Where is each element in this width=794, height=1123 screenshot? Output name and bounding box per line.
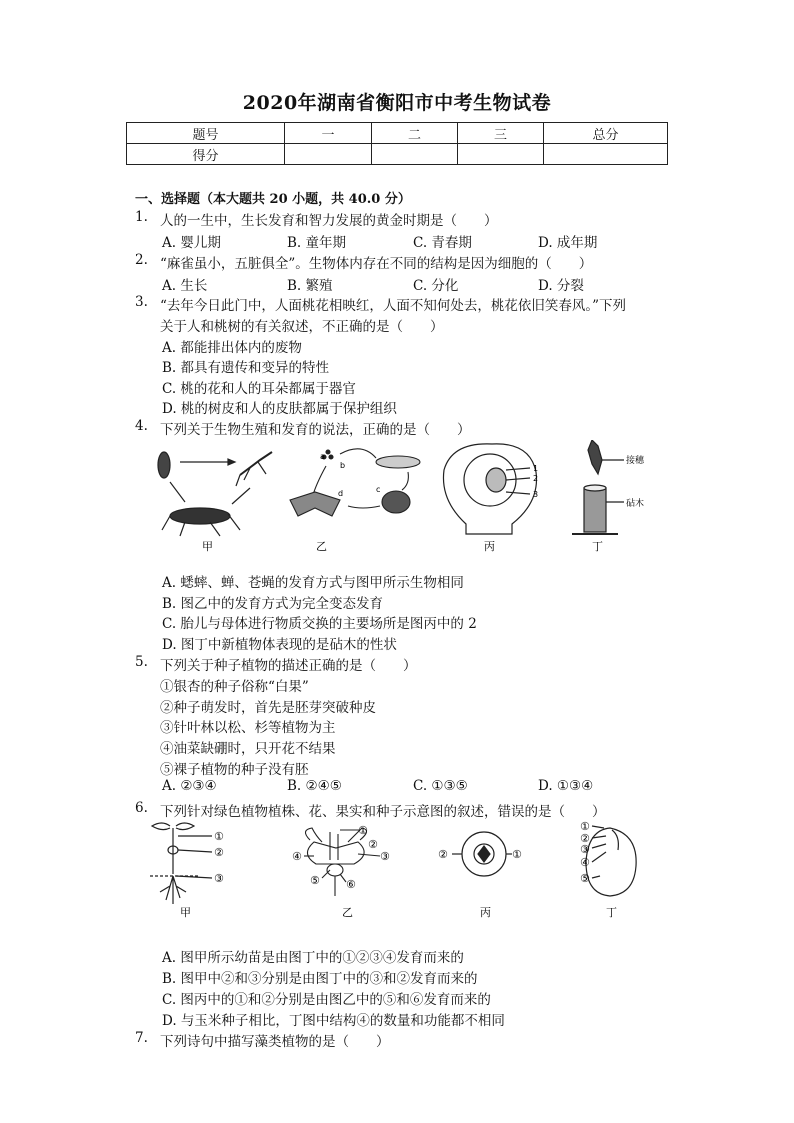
fig-num-1: ① <box>214 830 224 843</box>
fig-num-1: ① <box>512 848 522 861</box>
question-number: 6. <box>135 800 148 816</box>
question-stem: 下列针对绿色植物植株、花、果实和种子示意图的叙述，错误的是（ ） <box>160 804 606 820</box>
fig-text-scion: 接穗 <box>626 456 645 466</box>
fig-num-5: ⑤ <box>580 872 590 885</box>
fig-label-yi: 乙 <box>316 540 327 553</box>
q4-figure <box>140 440 660 555</box>
table-row <box>127 123 668 144</box>
question-number: 1. <box>135 209 148 225</box>
fig-num-2: 2 <box>533 474 539 483</box>
table-cell <box>372 144 458 165</box>
option-d: D. 图丁中新植物体表现的是砧木的性状 <box>162 637 397 653</box>
table-cell: 二 <box>372 123 458 144</box>
figure-jia <box>150 823 212 904</box>
figure-ding <box>586 826 636 896</box>
fig-num-1: 1 <box>533 464 539 473</box>
fig-num-3: ③ <box>380 850 390 863</box>
question-number: 2. <box>135 252 148 268</box>
statement-item: ①银杏的种子俗称“白果” <box>160 679 309 695</box>
fig-num-2: ② <box>368 838 378 851</box>
question-number: 7. <box>135 1030 148 1046</box>
question-stem: “去年今日此门中，人面桃花相映红，人面不知何处去，桃花依旧笑春风。”下列 <box>160 298 627 314</box>
option-a: A. 都能排出体内的废物 <box>162 340 302 356</box>
figure-jia <box>158 452 272 536</box>
fig-label-ding: 丁 <box>606 906 617 919</box>
option-d: D. ①③④ <box>538 778 594 794</box>
option-a: A. 生长 <box>162 278 208 294</box>
question-stem: 下列关于生物生殖和发育的说法，正确的是（ ） <box>160 422 471 438</box>
fig-label-jia: 甲 <box>202 540 213 553</box>
fig-num-1: ① <box>358 824 368 837</box>
option-c: C. 青春期 <box>413 235 472 251</box>
fig-num-3: ③ <box>580 843 590 856</box>
fig-num-6: ⑥ <box>346 878 356 891</box>
question-stem: “麻雀虽小，五脏俱全”。生物体内存在不同的结构是因为细胞的（ ） <box>160 256 593 272</box>
fig-label-yi: 乙 <box>342 906 353 919</box>
table-row <box>127 144 668 165</box>
question-number: 4. <box>135 418 148 434</box>
table-cell <box>544 144 668 165</box>
option-d: D. 与玉米种子相比，丁图中结构④的数量和功能都不相同 <box>162 1013 505 1029</box>
figure-bing <box>443 444 539 534</box>
score-table <box>126 122 668 165</box>
fig-text-a: a <box>320 452 325 461</box>
figure-yi <box>290 449 420 516</box>
fig-text-b: b <box>340 461 346 470</box>
option-d: D. 分裂 <box>538 278 584 294</box>
statement-item: ⑤裸子植物的种子没有胚 <box>160 762 309 778</box>
statement-item: ②种子萌发时，首先是胚芽突破种皮 <box>160 700 376 716</box>
option-a: A. ②③④ <box>162 778 217 794</box>
option-c: C. 图丙中的①和②分别是由图乙中的⑤和⑥发育而来的 <box>162 992 491 1008</box>
option-b: B. 都具有遗传和变异的特性 <box>162 360 330 376</box>
fig-num-4: ④ <box>292 850 302 863</box>
question-stem-cont: 关于人和桃树的有关叙述，不正确的是（ ） <box>160 319 444 335</box>
option-b: B. 图乙中的发育方式为完全变态发育 <box>162 596 384 612</box>
fig-text-d: d <box>338 489 344 498</box>
option-d: D. 成年期 <box>538 235 598 251</box>
fig-text-stock: 砧木 <box>626 499 645 509</box>
fig-text-c: c <box>376 485 381 494</box>
figure-ding <box>572 440 624 534</box>
question-stem: 下列关于种子植物的描述正确的是（ ） <box>160 658 417 674</box>
option-a: A. 婴儿期 <box>162 235 221 251</box>
fig-num-2: ② <box>438 848 448 861</box>
fig-label-bing: 丙 <box>480 906 491 919</box>
question-number: 5. <box>135 654 148 670</box>
fig-label-jia: 甲 <box>180 906 191 919</box>
option-c: C. 胎儿与母体进行物质交换的主要场所是图丙中的 2 <box>162 616 477 632</box>
statement-item: ④油菜缺硼时，只开花不结果 <box>160 741 336 757</box>
statement-item: ③针叶林以松、杉等植物为主 <box>160 720 336 736</box>
option-c: C. 分化 <box>413 278 459 294</box>
fig-num-2: ② <box>214 846 224 859</box>
option-d: D. 桃的树皮和人的皮肤都属于保护组织 <box>162 401 397 417</box>
option-b: B. 童年期 <box>287 235 347 251</box>
table-cell: 题号 <box>127 123 285 144</box>
section-heading: 一、选择题（本大题共 20 小题，共 40.0 分） <box>135 192 411 207</box>
table-cell: 得分 <box>127 144 285 165</box>
fig-num-5: ⑤ <box>310 874 320 887</box>
table-cell: 三 <box>458 123 544 144</box>
fig-num-3: ③ <box>214 872 224 885</box>
fig-num-2: ② <box>580 832 590 845</box>
question-stem: 人的一生中，生长发育和智力发展的黄金时期是（ ） <box>160 213 498 229</box>
table-cell: 总分 <box>544 123 668 144</box>
fig-num-4: ④ <box>580 856 590 869</box>
fig-num-1: ① <box>580 820 590 833</box>
option-b: B. ②④⑤ <box>287 778 342 794</box>
option-a: A. 图甲所示幼苗是由图丁中的①②③④发育而来的 <box>162 950 464 966</box>
fig-label-ding: 丁 <box>592 540 603 553</box>
option-c: C. ①③⑤ <box>413 778 468 794</box>
figure-bing <box>452 832 512 876</box>
option-c: C. 桃的花和人的耳朵都属于器官 <box>162 381 356 397</box>
table-cell: 一 <box>285 123 372 144</box>
fig-label-bing: 丙 <box>484 540 495 553</box>
option-a: A. 蟋蟀、蝉、苍蝇的发育方式与图甲所示生物相同 <box>162 575 464 591</box>
table-cell <box>458 144 544 165</box>
q6-figure <box>140 820 640 920</box>
question-stem: 下列诗句中描写藻类植物的是（ ） <box>160 1034 390 1050</box>
option-b: B. 繁殖 <box>287 278 333 294</box>
page-title: 2020年湖南省衡阳市中考生物试卷 <box>242 92 552 114</box>
option-b: B. 图甲中②和③分别是由图丁中的③和②发育而来的 <box>162 971 478 987</box>
fig-num-3: 3 <box>533 490 539 499</box>
question-number: 3. <box>135 294 148 310</box>
table-cell <box>285 144 372 165</box>
